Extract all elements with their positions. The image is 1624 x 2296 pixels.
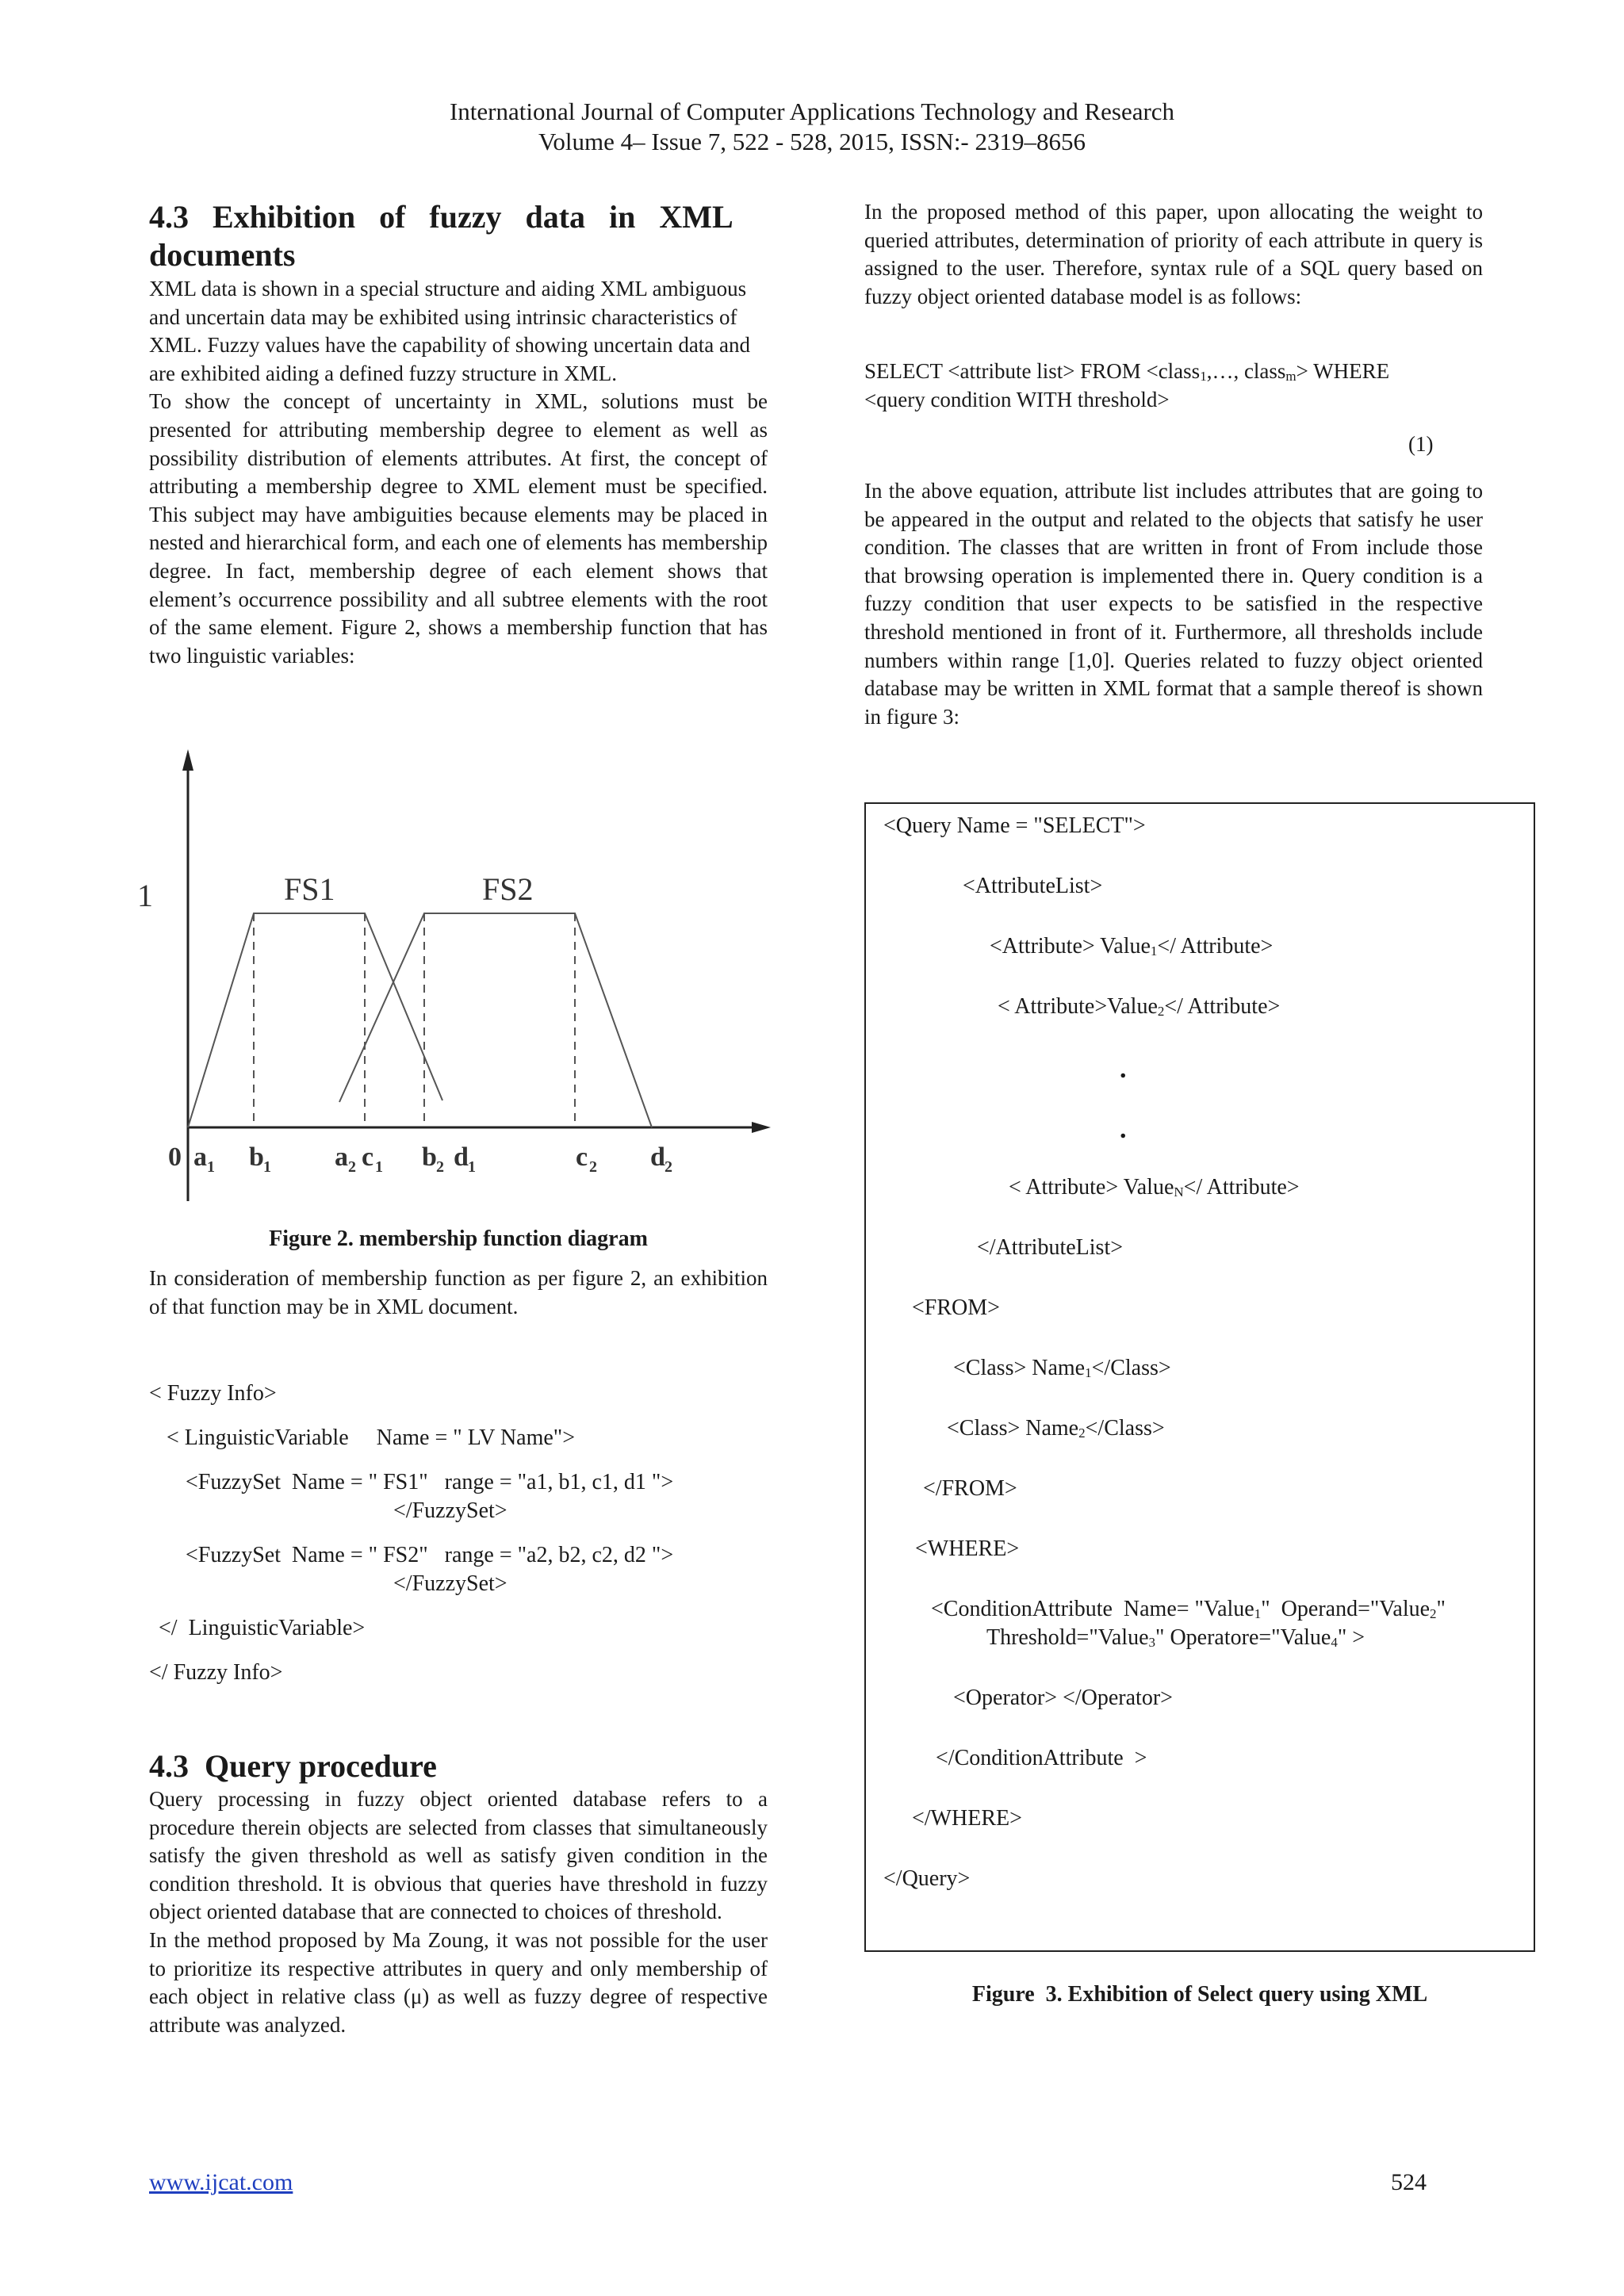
from-close: </FROM> [923,1476,1017,1501]
xml-fuzzyset-fs1: <FuzzySet Name = " FS1" range = "a1, b1, c1, d1 "> [186,1470,674,1494]
y-tick-one: 1 [137,878,153,913]
class-name2: <Class> Name$_2$</Class> [947,1416,1165,1441]
where-open: <WHERE> [915,1536,1020,1561]
x-label-d1: d [454,1142,469,1172]
attribute-valuen: < Attribute> Value$_N$</ Attribute> [1009,1175,1300,1200]
xml-linguistic-variable-close: </ LinguisticVariable> [159,1616,366,1640]
xml-fuzzyset-close: </FuzzySet> [393,1571,508,1596]
sql-syntax-equation-line2: <query condition WITH threshold> [864,388,1170,411]
class-name1: <Class> Name$_1$</Class> [953,1356,1171,1380]
operator-tag: <Operator> </Operator> [953,1686,1173,1710]
x-label-a1: a [193,1142,207,1172]
paragraph: XML data is shown in a special structure and aiding XML ambiguous and uncertain data may be exhibited using intrinsic characteristics of XML. Fuzzy values have the capability of showing uncertain data and are exhibited aiding a defined fuzzy structure in XML. [149,277,751,385]
figure-2-caption: Figure 2. membership function diagram [269,1226,648,1251]
fs1-curve [188,913,442,1127]
x-label-0: 0 [168,1142,182,1172]
paragraph: Query processing in fuzzy object oriented database refers to a procedure therein objects are selected from classes that simultaneously satisfy the given threshold as well as satisfy given condition in the condition threshold. It is obvious that queries have threshold in fuzzy object oriented database that are connected to choices of threshold. [149,1787,768,1924]
select-query-xml-box [864,802,1535,1952]
section-4-3-exhibition [149,198,768,670]
journal-title: International Journal of Computer Applications Technology and Research [449,98,1175,125]
attribute-list-close: </AttributeList> [977,1235,1124,1260]
figure-3-caption: Figure 3. Exhibition of Select query using XML [971,1982,1428,2007]
query-close-tag: </Query> [883,1866,971,1891]
equation-number: (1) [1408,432,1434,456]
x-sub-a1: 1 [207,1158,215,1176]
section-4-3-query-procedure [149,1747,768,2039]
journal-website-link[interactable]: www.ijcat.com [149,2169,293,2195]
section-heading-line1: 4.3 Exhibition of fuzzy data in XML [149,199,733,235]
journal-volume: Volume 4– Issue 7, 522 - 528, 2015, ISSN:- 2319–8656 [538,128,1086,155]
y-axis-arrow [182,749,193,771]
x-axis-labels [168,1142,672,1176]
fs2-curve [339,913,652,1127]
xml-fuzzyset-fs2: <FuzzySet Name = " FS2" range = "a2, b2, c2, d2 "> [186,1543,674,1567]
paragraph: In the proposed method of this paper, upon allocating the weight to queried attributes, determination of priority of each attribute in query is assigned to the user. Therefore, syntax rule of a SQL query based on fuzzy object oriented database model is as follows: [864,200,1483,308]
x-label-a2: a [335,1142,348,1172]
xml-linguistic-variable-open: < LinguisticVariable Name = " LV Name"> [167,1425,576,1450]
x-sub-c1: 1 [375,1158,383,1176]
x-sub-b1: 1 [263,1158,271,1176]
from-open: <FROM> [912,1295,1000,1320]
attribute-value2: < Attribute>Value$_2$</ Attribute> [998,994,1281,1019]
xml-fuzzyset-close: </FuzzySet> [393,1498,508,1523]
sql-syntax-equation: SELECT <attribute list> FROM <class$_1$,…, class$_m$> WHERE [864,359,1390,384]
attribute-list-open: <AttributeList> [963,874,1103,898]
section-heading: 4.3 Query procedure [149,1748,437,1784]
page-number: 524 [1391,2169,1427,2195]
xml-fuzzy-info-close: </ Fuzzy Info> [149,1660,283,1685]
section-heading-line2: documents [149,237,296,273]
condition-attribute-close: </ConditionAttribute > [936,1746,1147,1770]
xml-fuzzy-info-open: < Fuzzy Info> [149,1381,277,1406]
x-sub-b2: 2 [436,1158,444,1176]
x-sub-a2: 2 [348,1158,356,1176]
condition-attribute-threshold: Threshold="Value$_3$" Operatore="Value$_4$" > [986,1625,1365,1650]
query-open-tag: <Query Name = "SELECT"> [883,813,1146,838]
attribute-value1: <Attribute> Value$_1$</ Attribute> [990,934,1274,959]
x-sub-c2: 2 [589,1158,597,1176]
x-axis-arrow [752,1122,771,1133]
paragraph: In the above equation, attribute list includes attributes that are going to be appeared in the output and related to the objects that satisfy he user condition. The classes that are written in front of From include those that browsing operation is implemented there in. Query condition is a fuzzy condition that user expects to be satisfied in the respective threshold mentioned in front of it. Furthermore, all thresholds include numbers within range [1,0]. Queries related to fuzzy object oriented database may be written in XML format that a sample thereof is shown in figure 3: [864,479,1483,729]
fs2-label: FS2 [482,871,534,907]
condition-attribute-open: <ConditionAttribute Name= "Value$_1$" Operand="Value$_2$" [931,1597,1446,1621]
x-label-c2: c [576,1142,588,1172]
paragraph: In the method proposed by Ma Zoung, it was not possible for the user to prioritize its respective attributes in query and only membership of each object in relative class (μ) as well as fuzzy degree of respective attribute was analyzed. [149,1927,768,2037]
paragraph: In consideration of membership function as per figure 2, an exhibition of that function may be in XML document. [149,1266,768,1318]
ellipsis-dot: . [1120,1054,1127,1084]
x-label-c1: c [362,1142,374,1172]
x-label-d2: d [650,1142,665,1172]
membership-function-diagram [127,745,785,1221]
x-sub-d1: 1 [468,1158,476,1176]
x-label-b2: b [422,1142,437,1172]
x-sub-d2: 2 [665,1158,672,1176]
fs1-label: FS1 [284,871,335,907]
x-label-b1: b [249,1142,264,1172]
paragraph: To show the concept of uncertainty in XML, solutions must be presented for attributing membership degree to element as well as possibility distribution of elements attributes. At first, the concept of attributing a membership degree to XML element must be specified. This subject may have ambiguities because elements may be placed in nested and hierarchical form, and each one of elements has membership degree. In fact, membership degree of each element shows that element’s occurrence possibility and all subtree elements with the root of the same element. Figure 2, shows a membership function that has two linguistic variables: [149,389,768,668]
where-close: </WHERE> [912,1806,1022,1831]
ellipsis-dot: . [1120,1115,1127,1144]
